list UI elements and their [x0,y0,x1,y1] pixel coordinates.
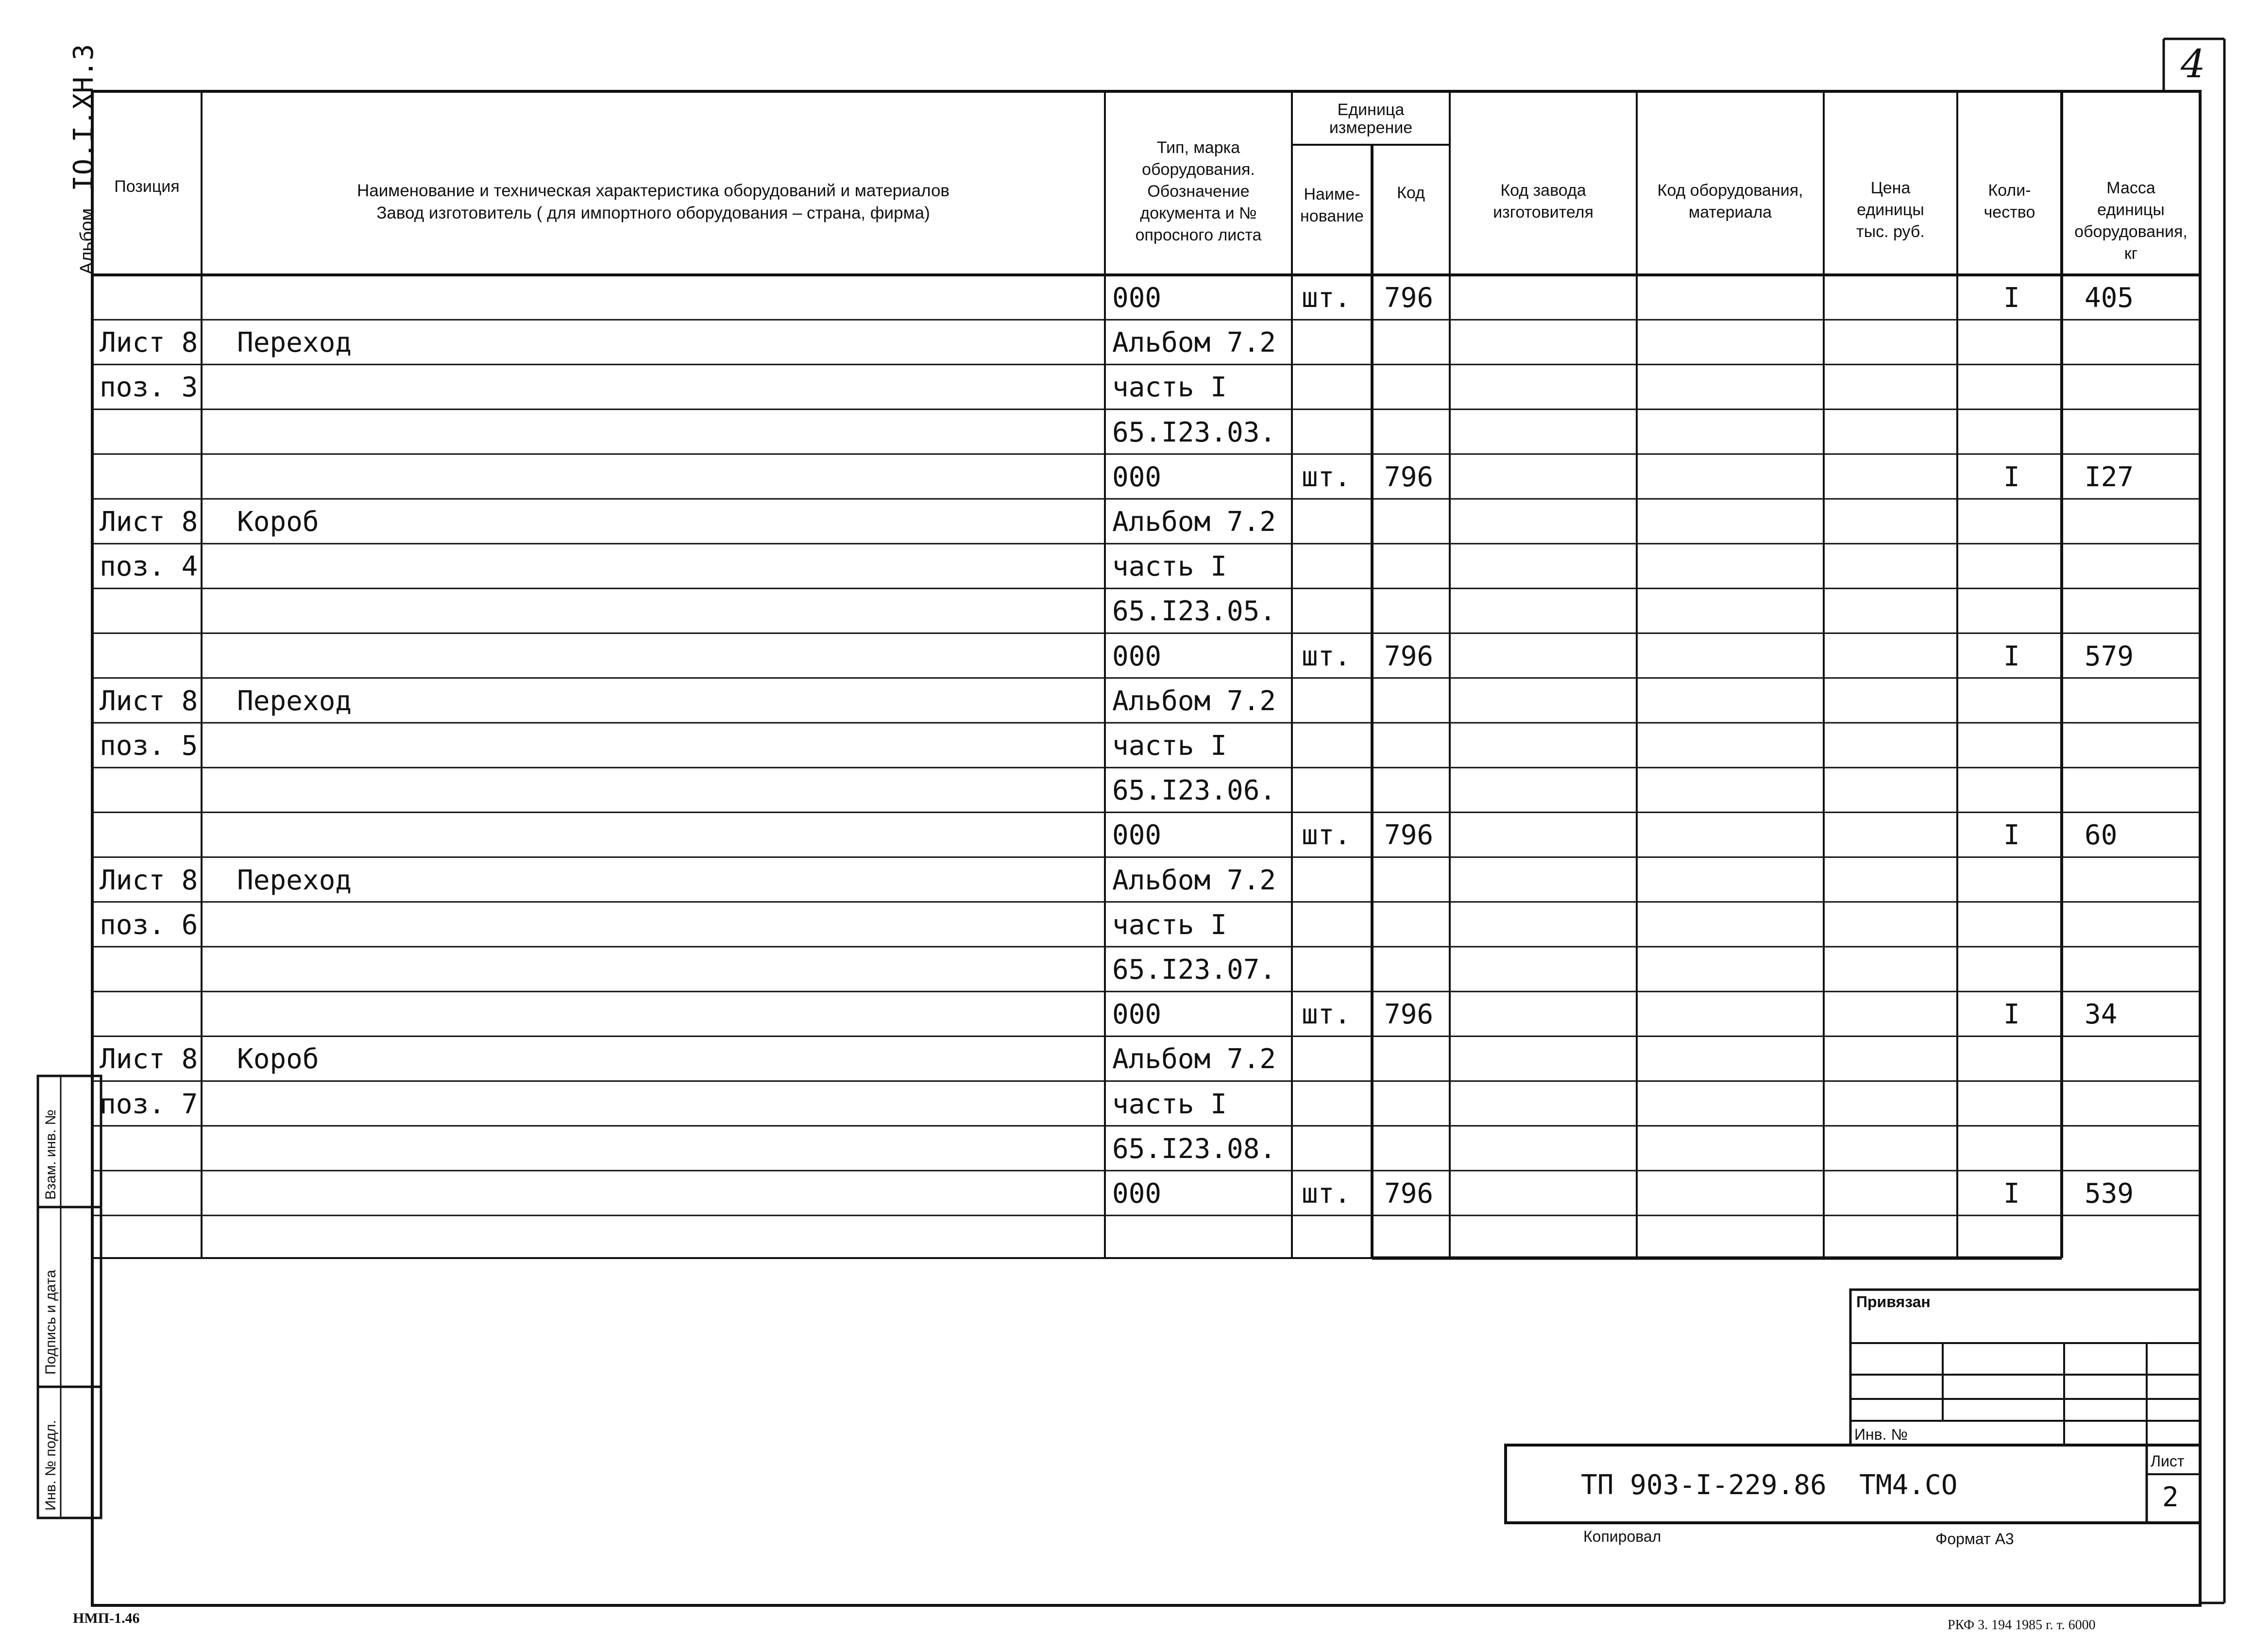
row-document: 000 [1112,282,1162,314]
row-quantity: I [2003,1178,2020,1209]
row-unit-name: шт. [1302,461,1351,493]
row-position: поз. 4 [100,551,198,583]
header-quantity [1957,180,2062,223]
row-unit-code: 796 [1384,819,1434,852]
header-type [1105,137,1292,246]
row-mass: 405 [2085,282,2134,314]
header-price [1824,177,1957,243]
header-equipment-code-line: материала [1688,203,1772,221]
header-unit-name-line: Наиме- [1304,185,1360,204]
document-designation: ТП 903-I-229.86 ТМ4.СО [1581,1469,1958,1501]
row-unit-code: 796 [1384,999,1434,1031]
row-unit-name: шт. [1302,999,1351,1031]
album-code: IO.I.XH.3 [68,44,100,192]
footer-right-code: РКФ 3. 194 1985 г. т. 6000 [1948,1618,2096,1633]
row-unit-code: 796 [1384,461,1434,493]
row-position: Лист 8 [100,864,198,896]
row-mass: 539 [2085,1178,2134,1209]
row-document: Альбом 7.2 [1112,506,1276,538]
corner-sheet-number: 4 [2181,41,2205,86]
album-label [68,44,100,274]
row-position: поз. 3 [100,372,198,404]
row-mass: 60 [2085,819,2118,852]
row-position: Лист 8 [100,506,198,538]
row-name: Переход [237,864,352,896]
row-document: Альбом 7.2 [1112,685,1276,717]
row-position: Лист 8 [100,327,198,359]
header-mass-line: Масса [2106,179,2155,197]
row-quantity: I [2003,819,2020,852]
row-document: 65.I23.07. [1112,954,1276,986]
row-document: 000 [1112,640,1162,672]
copied-label: Копировал [1583,1528,1662,1545]
row-document: часть I [1112,909,1227,941]
row-unit-name: шт. [1302,640,1351,672]
row-unit-name: шт. [1302,282,1351,314]
header-quantity-line: чество [1984,203,2035,221]
stamp-replace-inv: Взам. инв. № [43,1109,59,1200]
row-document: Альбом 7.2 [1112,327,1276,359]
header-name [209,180,1098,224]
header-position: Позиция [114,177,180,196]
header-factory-code-line: Код завода [1500,181,1586,200]
row-unit-name: шт. [1302,1178,1351,1209]
row-document: часть I [1112,372,1227,404]
row-document: Альбом 7.2 [1112,1043,1276,1075]
sheet-label: Лист [2151,1452,2185,1470]
row-unit-code: 796 [1384,640,1434,672]
row-position: поз. 6 [100,909,198,941]
row-document: 65.I23.03. [1112,416,1276,448]
footer-left-code: НМП-1.46 [73,1610,140,1626]
inv-no-label: Инв. № [1854,1426,1908,1443]
row-mass: 34 [2085,999,2118,1031]
header-type-line: оборудования. [1142,160,1255,179]
header-price-line: единицы [1857,200,1924,219]
row-name: Переход [237,685,352,717]
row-unit-code: 796 [1384,1178,1434,1209]
row-document: 000 [1112,1178,1162,1209]
row-quantity: I [2003,999,2020,1031]
header-equipment-code [1637,180,1824,223]
header-type-line: Обозначение [1147,182,1250,201]
header-mass-line: оборудования, [2074,222,2187,241]
row-name: Переход [237,327,352,359]
bound-label: Привязан [1856,1293,1931,1311]
row-position: поз. 7 [100,1088,198,1120]
row-quantity: I [2003,640,2020,672]
header-unit-code: Код [1397,184,1425,202]
row-document: 65.I23.08. [1112,1133,1276,1165]
header-name-line1: Наименование и техническая характеристика оборудований и материалов [356,181,950,200]
row-quantity: I [2003,282,2020,314]
stamp-signature-date: Подпись и дата [43,1270,59,1375]
row-document: часть I [1112,1088,1227,1120]
header-equipment-code-line: Код оборудования, [1657,181,1803,200]
row-position: поз. 5 [100,730,198,762]
header-type-line: опросного листа [1135,225,1262,244]
row-unit-name: шт. [1302,819,1351,852]
row-mass: 579 [2085,640,2134,672]
header-mass-line: единицы [2097,200,2165,219]
header-name-line2: Завод изготовитель ( для импортного оборудования – страна, фирма) [376,204,930,223]
header-type-line: Тип, марка [1156,138,1240,157]
row-document: 65.I23.06. [1112,775,1276,807]
row-document: часть I [1112,551,1227,583]
header-mass [2062,177,2200,265]
row-name: Короб [237,506,319,538]
header-factory-code-line: изготовителя [1493,203,1594,221]
row-document: 65.I23.05. [1112,596,1276,628]
header-unit-group [1292,101,1450,137]
stamp-inv-original: Инв. № подл. [43,1420,59,1511]
header-price-line: тыс. руб. [1856,222,1925,241]
row-mass: I27 [2085,461,2134,493]
row-document: Альбом 7.2 [1112,864,1276,896]
row-document: 000 [1112,461,1162,493]
binding-block [1850,1290,2200,1445]
row-name: Короб [237,1043,319,1075]
header-unit-name [1292,184,1372,227]
column-lines [202,91,2062,1258]
format-label: Формат А3 [1935,1530,2014,1548]
row-position: Лист 8 [100,685,198,717]
row-quantity: I [2003,461,2020,493]
sheet-number: 2 [2162,1482,2179,1513]
header-unit-group-line: Единица [1337,101,1405,119]
header-unit-name-line: нование [1300,206,1364,225]
header-type-line: документа и № [1140,204,1257,222]
album-label-word: Альбом [77,208,97,274]
header-mass-line: кг [2124,244,2138,263]
row-position: Лист 8 [100,1043,198,1075]
row-document: часть I [1112,730,1227,762]
header-quantity-line: Коли- [1988,181,2031,200]
row-document: 000 [1112,999,1162,1031]
row-document: 000 [1112,819,1162,852]
header-price-line: Цена [1870,179,1911,197]
row-lines [92,320,2200,1215]
header-unit-group-line: измерение [1329,119,1413,137]
header-factory-code [1450,180,1637,223]
row-unit-code: 796 [1384,282,1434,314]
